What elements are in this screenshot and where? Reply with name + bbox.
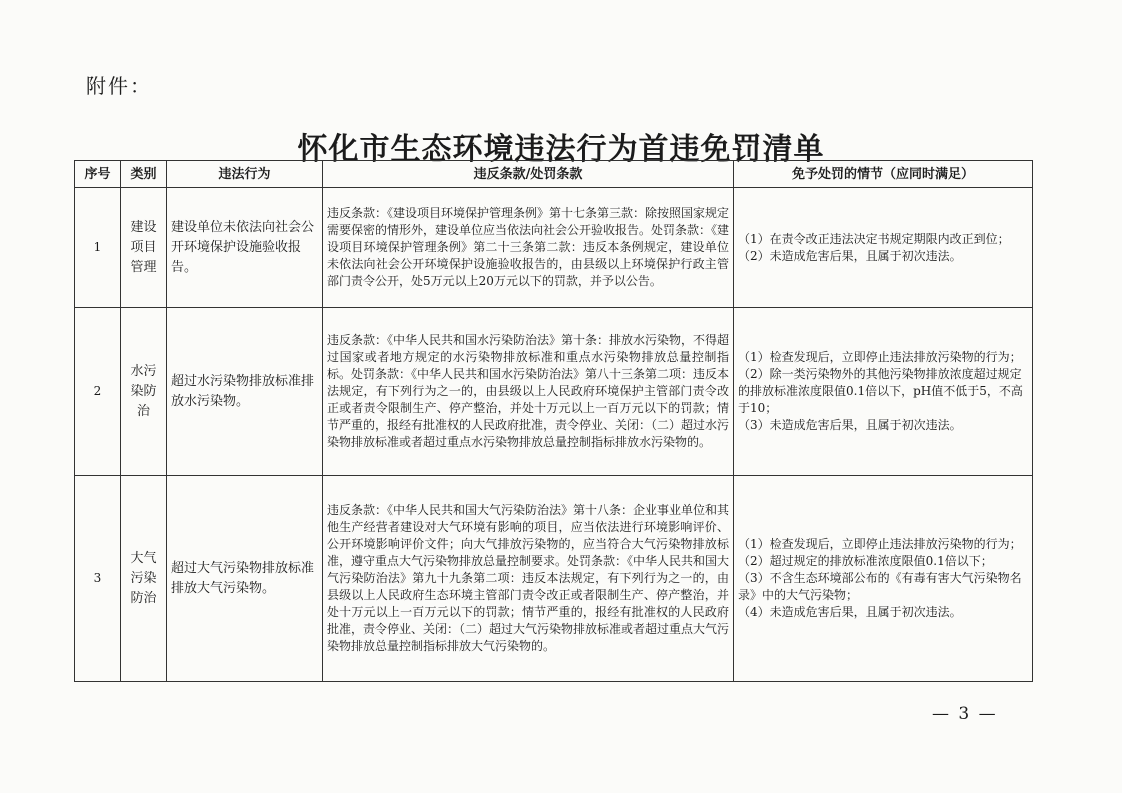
row-violation: 建设单位未依法向社会公开环境保护设施验收报告。 [167,188,323,308]
penalty-exemption-table [74,160,1033,682]
table-row [75,476,1033,682]
condition-item: （1）检查发现后，立即停止违法排放污染物的行为； [738,537,1022,551]
row-violation: 超过水污染物排放标准排放水污染物。 [167,308,323,476]
column-header-violation: 违法行为 [167,161,323,188]
attachment-label: 附件： [86,74,152,98]
column-header-category: 类别 [121,161,167,188]
row-number: 2 [75,308,121,476]
column-header-clause: 违反条款/处罚条款 [323,161,734,188]
row-conditions [734,308,1033,476]
condition-item: （3）不含生态环境部公布的《有毒有害大气污染物名录》中的大气污染物； [738,571,1022,602]
row-conditions [734,476,1033,682]
row-clause: 违反条款：《中华人民共和国大气污染防治法》第十八条：企业事业单位和其他生产经营者建设对大气环境有影响的项目，应当依法进行环境影响评价、公开环境影响评价文件；向大气排放污染物的，应当符合大气污染物排放标准，遵守重点大气污染物排放总量控制要求。处罚条款：《中华人民共和国大气污染防治法》第九十九条第二项：违反本法规定，有下列行为之一的，由县级以上人民政府生态环境主管部门责令改正或者限制生产、停产整治，并处十万元以上一百万元以下的罚款；情节严重的，报经有批准权的人民政府批准，责令停业、关闭：（二）超过大气污染物排放标准或者超过重点大气污染物排放总量控制指标排放大气污染物的。 [323,476,734,682]
condition-item: （3）未造成危害后果，且属于初次违法。 [738,418,962,432]
condition-item: （4）未造成危害后果，且属于初次违法。 [738,605,962,619]
row-clause: 违反条款：《中华人民共和国水污染防治法》第十条：排放水污染物，不得超过国家或者地方规定的水污染物排放标准和重点水污染物排放总量控制指标。处罚条款：《中华人民共和国水污染防治法》第八十三条第二项：违反本法规定，有下列行为之一的，由县级以上人民政府环境保护主管部门责令改正或者责令限制生产、停产整治，并处十万元以上一百万元以下的罚款；情节严重的，报经有批准权的人民政府批准，责令停业、关闭：（二）超过水污染物排放标准或者超过重点水污染物排放总量控制指标排放水污染物的。 [323,308,734,476]
condition-item: （2）超过规定的排放标准浓度限值0.1倍以下； [738,554,993,568]
row-violation: 超过大气污染物排放标准排放大气污染物。 [167,476,323,682]
row-number: 3 [75,476,121,682]
row-category: 水污染防治 [121,308,167,476]
row-clause: 违反条款：《建设项目环境保护管理条例》第十七条第三款：除按照国家规定需要保密的情形外，建设单位应当依法向社会公开验收报告。处罚条款：《建设项目环境保护管理条例》第二十三条第二款：违反本条例规定，建设单位未依法向社会公开环境保护设施验收报告的，由县级以上环境保护行政主管部门责令公开，处5万元以上20万元以下的罚款，并予以公告。 [323,188,734,308]
row-category: 大气污染防治 [121,476,167,682]
page-number: — 3 — [932,704,998,724]
column-header-conditions: 免予处罚的情节（应同时满足） [734,161,1033,188]
condition-item: （2）未造成危害后果，且属于初次违法。 [738,248,962,263]
document-title: 怀化市生态环境违法行为首违免罚清单 [297,132,825,167]
row-conditions [734,188,1033,308]
row-category: 建设项目管理 [121,188,167,308]
condition-item: （2）除一类污染物外的其他污染物排放浓度超过规定的排放标准浓度限值0.1倍以下，pH值不低于5，不高于10； [738,367,1023,415]
condition-item: （1）在责令改正违法决定书规定期限内改正到位； [738,231,1010,246]
table-row [75,188,1033,308]
column-header-number: 序号 [75,161,121,188]
row-number: 1 [75,188,121,308]
condition-item: （1）检查发现后，立即停止违法排放污染物的行为； [738,350,1022,364]
table-header-row [75,161,1033,188]
table-row [75,308,1033,476]
